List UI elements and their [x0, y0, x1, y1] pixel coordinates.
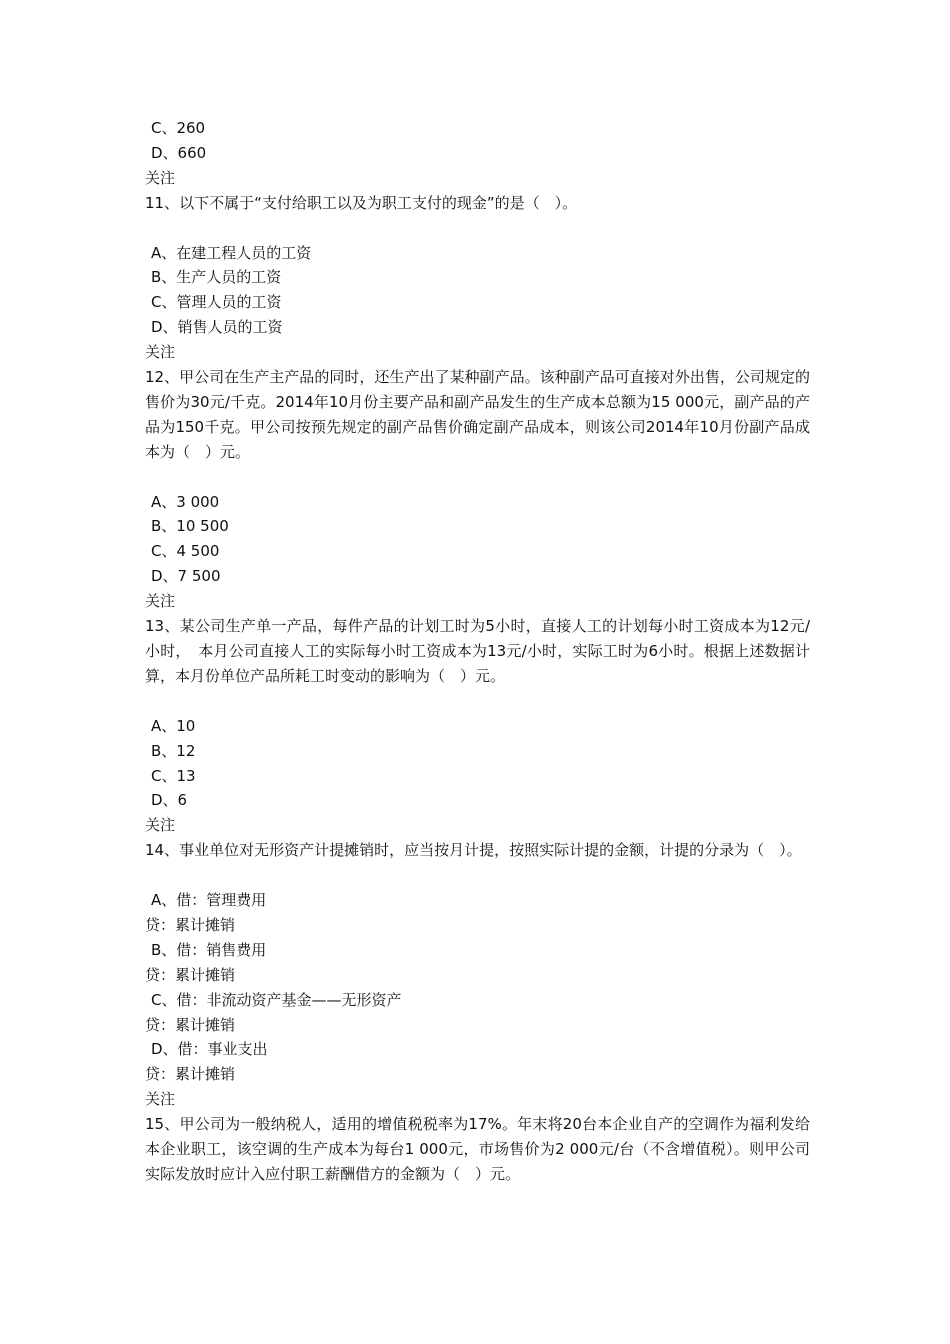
option-d-credit: 贷：累计摊销	[145, 1065, 236, 1084]
option-c-debit: C、借：非流动资产基金——无形资产	[151, 990, 402, 1009]
option-b: B、12	[151, 741, 196, 760]
option-b-credit: 贷：累计摊销	[145, 965, 236, 984]
option-d: D、6	[151, 791, 188, 810]
spacer	[145, 465, 810, 490]
option-d: D、660	[151, 143, 207, 162]
question-12-stem: 12、甲公司在生产主产品的同时，还生产出了某种副产品。该种副产品可直接对外出售，公司规定的售价为30元/千克。2014年10月份主要产品和副产品发生的生产成本总额为15 000元，副产品的产品为150千克。甲公司按预先规定的副产品售价确定副产品成本，则该公司2014年10月份副产品成本为（ ）元。	[145, 368, 810, 461]
option-d: D、销售人员的工资	[151, 318, 283, 337]
follow-link[interactable]: 关注	[145, 343, 176, 362]
spacer	[145, 216, 810, 241]
option-a-credit: 贷：累计摊销	[145, 915, 236, 934]
spacer	[145, 689, 810, 714]
option-a-debit: A、借：管理费用	[151, 891, 267, 910]
follow-link[interactable]: 关注	[145, 592, 176, 611]
question-14-stem: 14、事业单位对无形资产计提摊销时，应当按月计提，按照实际计提的金额，计提的分录为（ ）。	[145, 841, 802, 860]
option-d-debit: D、借：事业支出	[151, 1040, 268, 1059]
document-page	[145, 116, 810, 1187]
option-a: A、在建工程人员的工资	[151, 243, 312, 262]
option-c: C、4 500	[151, 542, 220, 561]
option-b: B、10 500	[151, 517, 229, 536]
option-c-credit: 贷：累计摊销	[145, 1015, 236, 1034]
follow-link[interactable]: 关注	[145, 1090, 176, 1109]
option-c: C、管理人员的工资	[151, 293, 282, 312]
question-15-stem: 15、甲公司为一般纳税人，适用的增值税税率为17%。年末将20台本企业自产的空调作为福利发给本企业职工，该空调的生产成本为每台1 000元，市场售价为2 000元/台（不含增值税）。则甲公司实际发放时应计入应付职工薪酬借方的金额为（ ）元。	[145, 1115, 810, 1183]
spacer	[145, 863, 810, 888]
option-a: A、10	[151, 716, 196, 735]
option-b-debit: B、借：销售费用	[151, 940, 267, 959]
follow-link[interactable]: 关注	[145, 168, 176, 187]
option-c: C、260	[151, 119, 206, 137]
option-b: B、生产人员的工资	[151, 268, 282, 287]
option-c: C、13	[151, 766, 196, 785]
question-11-stem: 11、以下不属于“支付给职工以及为职工支付的现金”的是（ ）。	[145, 193, 578, 212]
option-d: D、7 500	[151, 567, 221, 586]
follow-link[interactable]: 关注	[145, 816, 176, 835]
option-a: A、3 000	[151, 492, 220, 511]
question-13-stem: 13、某公司生产单一产品，每件产品的计划工时为5小时，直接人工的计划每小时工资成本为12元/小时， 本月公司直接人工的实际每小时工资成本为13元/小时，实际工时为6小时。根据上述数据计算，本月份单位产品所耗工时变动的影响为（ ）元。	[145, 617, 810, 685]
